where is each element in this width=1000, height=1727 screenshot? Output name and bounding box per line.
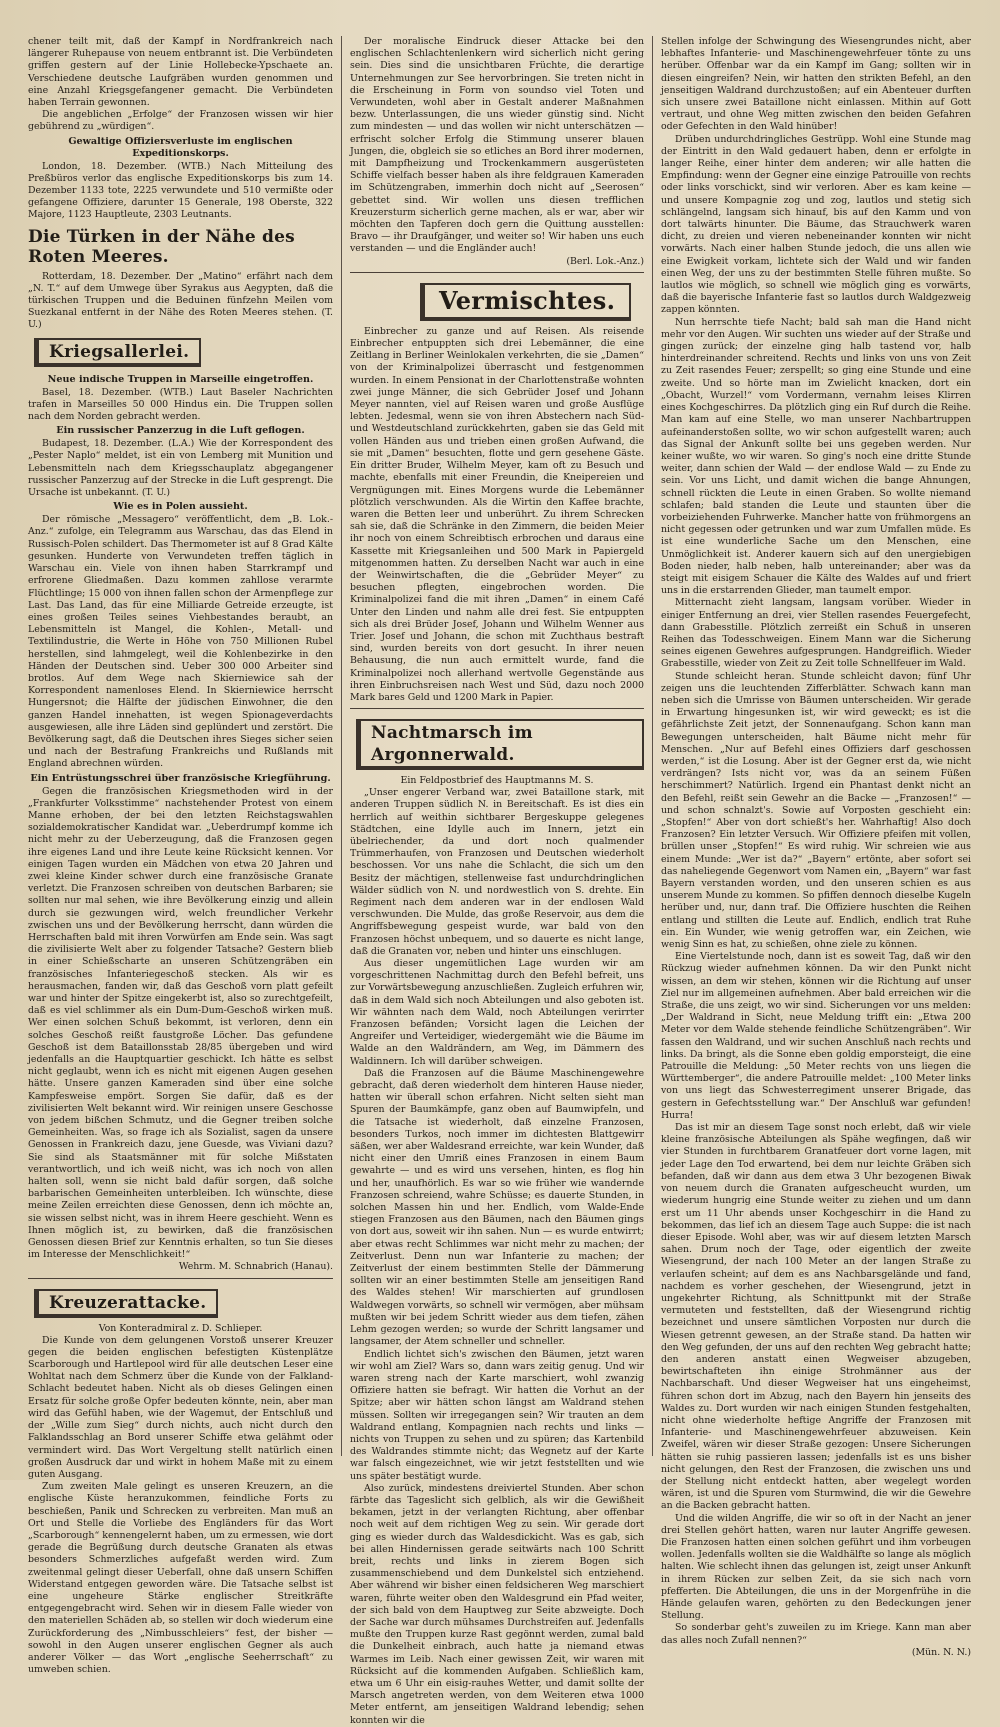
article-nacht-2: Aus dieser ungemütlichen Lage wurden wir am vorgeschrittenen Nachmittag durch den Befehl befreit, uns zur Vorwärtsbewegung anzuschließen. Zugleich erfuhren wir, daß in dem Wald sich noch Abteilungen und also geboten ist. Wir wähnten nach dem Wald, noch Abteilungen verirrter Franzosen befänden; Vorsicht lagen die Leichen der Angreifer und Verteidiger, wiedergemäht wie die Bäume im Walde an den Waldrändern, am Weg, im Dämmern des Waldinnern. Ich will darüber schweigen. <box>350 958 644 1067</box>
subheading-armored-train: Ein russischer Panzerzug in die Luft geflogen. <box>56 425 305 437</box>
article-cont-4: Mitternacht zieht langsam, langsam vorüber. Wieder in einiger Entfernung an drei, vier Stellen rasendes Feuergefecht, dann Grabesstille. Plötzlich zerreißt ein Schuß in unseren Reihen das Todesschweigen. Einem Mann war die Sicherung seines eigenen Gewehres aufgesprungen. Handgreiflich. Wieder Grabesstille, wieder von Zeit zu Zeit tolle Schnellfeuer im Wald. <box>661 597 971 670</box>
protest-signature: Wehrm. M. Schnabrich (Hanau). <box>178 1261 333 1273</box>
article-london: London, 18. Dezember. (WTB.) Nach Mitteilung des Preßbüros verlor das englische Expeditionskorps bis zum 14. Dezember 1133 tote, 2225 verwundete und 510 vermißte oder gefangene Offiziere, darunter 15 Generale, 198 Oberste, 322 Majore, 1123 Hauptleute, 2303 Leutnants. <box>28 160 333 221</box>
divider <box>28 1278 333 1279</box>
nachtmarsch-byline: Ein Feldpostbrief des Hauptmanns M. S. <box>400 775 594 787</box>
article-cont-2: Drüben undurchdringliches Gestrüpp. Wohl eine Stunde mag der Eintritt in den Wald gedauert haben, denn er erfolgte in langer Reihe, einer hinter dem anderen; wir alle hatten die Empfindung: wenn der Gegner eine einzige Patrouille von rechts oder links vorschickt, sind wir verloren. Aber es kam keine — und unsere Kompagnie zog und zog, lautlos und stetig sich schlängelnd, langsam sich hinauf, bis auf den Kamm und von dort talwärts hinunter. Die Bäume, das Strauchwerk waren dicht, zu dreien und vieren nebeneinander konnten wir nicht vorwärts. Nach einer halben Stunde jedoch, die uns allen wie eine Ewigkeit vorkam, lichtete sich der Wald und wir fanden einen Weg, der uns zu der bestimmten Stelle führen mußte. So lautlos wie möglich, so schnell wie möglich ging es vorwärts, daß die bayerische Infanterie fast so lautlos durch Waldgezweig zappen könnten. <box>661 133 971 316</box>
article-budapest: Budapest, 18. Dezember. (L.A.) Wie der Korrespondent des „Pester Naplo“ meldet, ist ein von Lemberg mit Munition und Lebensmitteln nach dem Kriegsschauplatz abgegangener russischer Panzerzug auf der Strecke in die Luft gesprengt. Die Ursache ist unbekannt. (T. U.) <box>28 438 333 499</box>
heading-vermischtes: Vermischtes. <box>420 283 631 321</box>
article-kreuzer-2: Zum zweiten Male gelingt es unseren Kreuzern, an die englische Küste heranzukommen, feindliche Forts zu beschießen, Panik und Schrecken zu verbreiten. Man muß an Ort und Stelle die Vorliebe des Engländers für das Wort „Scarborough“ kennengelernt haben, um zu ermessen, wie dort gerade die Begrüßung durch deutsche Granaten als etwas besonders Schmerzliches aufgefaßt werden wird. Zum zweitenmal gelingt dieser Ueberfall, ohne daß unsern Schiffen Widerstand entgegen geworden wäre. Die Tatsache selbst ist eine ungeheure Stärke englischer Streitkräfte entgegengebracht wird. Sehen wir in diesem Falle wieder von den materiellen Schäden ab, so stellen wir doch wiederum eine Zurückforderung des „Nimbusschleiers“ fest, der bisher — sowohl in den Augen unserer englischen Gegner als auch anderer Völker — das Wort „englische Seeherrschaft“ zu umweben schien. <box>28 1481 333 1676</box>
heading-kreuzerattacke: Kreuzerattacke. <box>34 1289 218 1318</box>
article-nacht-4: Endlich lichtet sich's zwischen den Bäumen, jetzt waren wir wohl am Ziel? Wars so, dann wars zeitig genug. Und wir waren streng nach der Karte marschiert, wohl zwanzig Offiziere hatten sie befragt. Wir hatten die Vorhut an der Spitze; aber wir hätten schon längst am Waldrand stehen müssen. Sollten wir irregegangen sein? Wir trauten an dem Waldrand entlang, Kompagnien nach rechts und links — nichts von Truppen zu sehen und zu spüren; das Kartenbild des Waldrandes stimmte nicht; das Wegnetz auf der Karte war falsch eingezeichnet, wie wir jetzt feststellten und wie uns später bestätigt wurde. <box>350 1348 644 1482</box>
article-rotterdam: Rotterdam, 18. Dezember. Der „Matino“ erfährt nach dem „N. T.“ auf dem Umwege über Syrakus aus Aegypten, daß die türkischen Truppen und die Beduinen fünfzehn Meilen vom Suezkanal entfernt in der Nähe des Roten Meeres stehen. (T. U.) <box>28 270 333 331</box>
article-nacht-5: Also zurück, mindestens dreiviertel Stunden. Aber schon färbte das Tageslicht sich gelblich, als wir die Gewißheit bekamen, jetzt in der verlangten Richtung, aber offenbar noch weit auf dem richtigen Weg zu sein. Wir gerade dort ging es wieder durch das Waldesdickicht. Was es gab, sich bei allen Hindernissen gerade seitwärts nach 100 Schritt breit, rechts und links in zierem Bogen sich zusammenschiebend und dem Dunkelstel sich entziehend. Aber während wir bisher einen feldsicheren Weg marschiert waren, führte weiter oben den Waldesgrund ein Pfad weiter, der sich bald von dem Hauptweg zur Seite abzweigte. Doch der Sache war durch mühsames Durchstreifen auf. Jedenfalls mußte den Truppen kurze Rast gegönnt werden, zumal bald die Dunkelheit einbrach, auch hatte ja niemand etwas Warmes im Leib. Nach einer gewissen Zeit, wir waren mit Rücksicht auf die kommenden Aufgaben. Schließlich kam, etwa um 6 Uhr ein eisig-rauhes Wetter, und damit sollte der Marsch angetreten werden, von dem Weiteren etwa 1000 Meter entfernt, am jenseitigen Waldrand lebendig; sehen konnten wir die <box>350 1482 644 1726</box>
subheading-poland: Wie es in Polen aussieht. <box>113 501 248 513</box>
article-cont-3: Nun herrschte tiefe Nacht; bald sah man die Hand nicht mehr vor den Augen. Wir suchten uns wieder auf der Straße und gingen zurück; der einzelne ging halb tastend vor, halb hinterdreinander schreitend. Rechts und links von uns von Zeit zu Zeit rasendes Feuer; zerspellt; so ging eine Stunde und eine zweite. Und so hörte man im Zwielicht knacken, dort ein „Obacht, Wurzel!“ vom Vordermann, vernahm leises Klirren eines Kochgeschirres. Da plötzlich ging ein Ruf durch die Reihe. Man kam auf eine Stelle, wo man unserer Nachbartruppen aufeinanderstoßen sollte, wo wir schon aufgestellt waren; auch das Signal der Ankunft sollte bei uns gegeben werden. Nur keiner wußte, wo wir waren. So ging's noch eine dritte Stunde weiter, dann schien der Wald — der endlose Wald — zu Ende zu sein. Vor uns Licht, und damit wichen die bange Ahnungen, schnell rückten die Leute in einen Graben. So wollte niemand schlafen; bald standen die Leute und staunten über die vorbeiziehenden Fuhrwerke. Mancher hatte von frühmorgens an nicht gegessen oder getrunken und war zum Umfallen müde. Es ist eine wunderliche Sache um den Menschen, eine Unmöglichkeit ist. Anderer kauern sich auf den unergiebigen Boden nieder, halb neben, halb untereinander; aber was da steigt mit eisigem Schauer die Kälte des Waldes auf und friert uns in die erstarrenden Glieder, man taumelt empor. <box>661 316 971 597</box>
article-lead: chener teilt mit, daß der Kampf in Nordfrankreich nach längerer Ruhepause von neuem entbrannt ist. Die Verbündeten griffen gestern auf der Linie Hollebecke-Ypschaete an. Verschiedene deutsche Laufgräben wurden genommen und eine Anzahl Kriegsgefangener gemacht. Die Verbündeten haben Terrain gewonnen. <box>28 36 333 109</box>
article-cont-5: Stunde schleicht heran. Stunde schleicht davon; fünf Uhr zeigen uns die leuchtenden Zifferblätter. Schwach kann man neben sich die Umrisse von Bäumen unterscheiden. Wir gerade in Erwartung hingesunken ist, wir wird geweckt; es ist die gefährlichste Zeit jetzt, der Sonnenaufgang. Schon kann man Bewegungen unterscheiden, halt Bäume nicht mehr für Menschen. „Nur auf Befehl eines Offiziers darf geschossen werden,“ ist die Losung. Aber ist der Gegner erst da, wie nicht verdrängen? Ists nicht vor, was da an seinem Füßen herschimmert? Natürlich. Irgend ein Phantast denkt nicht an den Befehl, reißt sein Gewehr an die Backe — „Franzosen!“ — und schon schnalzt's. Sowie auf Vorposten geschieht ein: „Stopfen!“ Aber von dort schießt's her. Wahrhaftig! Also doch Franzosen? Ein letzter Versuch. Wir Offiziere pfeifen mit vollen, brüllen unser „Stopfen!“ Es wird ruhig. Wir schreien wie aus einem Munde: „Wer ist da?“ „Bayern“ ertönte, aber sofort sei das naheliegende Gegenwort vom Namen ein, „Bayern“ war fast Bayern verstanden worden, und den unseren schien es aus unserem Munde zu kommen. So pfiffen dennoch dieselbe Kugeln herüber und, nur, dann traf. Die Offiziere huschten die Reihen entlang und stillten die Leute auf. Endlich, endlich trat Ruhe ein. Ein Wunder, wie wenig getroffen war, ein Zeichen, wie wenig Sinn es hat, zu schießen, ohne ziele zu können. <box>661 670 971 951</box>
subheading-officer-losses: Gewaltige Offiziersverluste im englischen Expeditionskorps. <box>68 135 293 159</box>
article-cont-9: So sonderbar geht's zuweilen zu im Kriege. Kann man aber das alles noch Zufall nennen?“ <box>661 1622 971 1646</box>
article-cont-8: Und die wilden Angriffe, die wir so oft in der Nacht an jener drei Stellen gehört hatten, waren nur lauter Angriffe gewesen. Die Franzosen hatten einen solchen geführt und ihm vorbeugen wollen. Jedenfalls wollten sie die Waldhälfte so lange als möglich halten. Wie schlecht ihnen das gelungen ist, zeigt unser Ankunft in ihrem Rücken zur selben Zeit, da sie sich nach vorn pfefferten. Die Abteilungen, die uns in der Morgenfrühe in die Hände gelaufen waren, gehörten zu den Bedeckungen jener Stellung. <box>661 1512 971 1622</box>
article-source: (Mün. N. N.) <box>911 1646 971 1658</box>
article-basel: Basel, 18. Dezember. (WTB.) Laut Baseler Nachrichten trafen in Marseilles 50 000 Hindus ein. Die Truppen sollen nach dem Norden gebracht werden. <box>28 386 333 423</box>
moral-source: (Berl. Lok.-Anz.) <box>566 255 644 267</box>
article-cont-1: Stellen infolge der Schwingung des Wiesengrundes nicht, aber lebhaftes Infanterie- und Maschinengewehrfeuer tönte zu uns herüber. Offenbar war da ein Kampf im Gang; sollten wir in diesen eingreifen? Nein, wir hatten den strikten Befehl, an den jenseitigen Waldrand durchzustoßen; auf ein Abenteuer durften sich unsere zwei Bataillone nicht einlassen. Mithin auf Gott vertraut, und ohne Weg mitten zwischen den beiden Gefahren oder Gefechten in den Wald hinüber! <box>661 36 971 133</box>
column-1 <box>28 36 341 1676</box>
subheading-indian-troops: Neue indische Truppen in Marseille eingetroffen. <box>47 373 314 385</box>
article-kreuzer-1: Die Kunde von dem gelungenen Vorstoß unserer Kreuzer gegen die beiden englischen befestigten Küstenplätze Scarborough und Hartlepool wird für alle deutschen Leser eine Wohltat nach dem Schmerz über die Kunde von der Falkland-Schlacht bedeutet haben. Nicht als ob dieses Gelingen einen Ersatz für solche große Opfer bedeuten könnte, nein, aber man wird das Gefühl haben, wie der Wagemut, der Entschluß und der „Wille zum Sieg“ durch nichts, auch nicht durch den Falklandsschlag an Bord unserer Schiffe etwa gelähmt oder vermindert wird. Das Wort Vergeltung stellt natürlich einen großen Ausdruck dar und wirkt in hohem Maße mit zu einem guten Ausgang. <box>28 1334 333 1480</box>
column-2 <box>341 36 652 1726</box>
divider <box>350 272 644 273</box>
subheading-outcry: Ein Entrüstungsschrei über französische Kriegführung. <box>30 772 331 784</box>
heading-turks: Die Türken in der Nähe des Roten Meeres. <box>28 226 295 267</box>
article-lead-comment: Die angeblichen „Erfolge“ der Franzosen wissen wir hier gebührend zu „würdigen“. <box>28 109 333 133</box>
divider <box>350 708 644 709</box>
article-nacht-3: Daß die Franzosen auf die Bäume Maschinengewehre gebracht, daß deren wiederholt dem hinteren Hause nieder, hatten wir überall schon erfahren. Nicht selten sieht man Spuren der Baumkämpfe, ganz oben auf Baumwipfeln, und die Tatsache ist wiederholt, daß einzelne Franzosen, besonders Turkos, noch immer im dichtesten Blattgewirr säßen, wer aber Waldesrand erreichte, war kein Wunder, daß nicht einer den Umriß eines Franzosen in einem Baum gewahrte — und es wird uns versehen, hinten, es flog hin und her, unaufhörlich. Es war so wie früher wie wandernde Franzosen schreiend, wahre Schüsse; es dauerte Stunden, in solchen Massen hin und her. Endlich, vom Walde-Ende stiegen Franzosen aus den Bäumen, nach den Bäumen gings von dort aus, soweit wir ihn sahen. Nun — es wurde entwirrt; aber etwas recht Schlimmes war nicht mehr zu machen; der Zeitverlust. Denn nun war Infanterie zu machen; der Zeitverlust der einem bestimmten Stelle der Dämmerung sollten wir an einer bestimmten Stelle am jenseitigen Rand des Waldes stehen! Wir marschierten auf grundlosen Waldwegen vorwärts, so schnell wir vermögen, aber mühsam mußten wir bei jedem Schritt wieder aus dem tiefen, zähen Lehm gezogen werden; so wurde der Schritt langsamer und langsamer, der Atem schneller und schneller. <box>350 1067 644 1348</box>
article-moral: Der moralische Eindruck dieser Attacke bei den englischen Schlachtenlenkern wird sicherlich nicht gering sein. Dies sind die unsichtbaren Früchte, die derartige Unternehmungen zur See hervorbringen. Sie treten nicht in die Erscheinung in Form von soundso viel Toten und Verwundeten, wohl aber in Gestalt anderer Maßnahmen bezw. Unterlassungen, die uns wieder günstig sind. Nicht zum mindesten — und das wollen wir nicht unterschätzen — erfrischt solcher Erfolg die Stimmung unserer blauen Jungen, die, obgleich sie so etliches an Bord ihrer modernen, mit Dampfheizung und Trockenkammern ausgerüsteten Schiffe vielfach besser haben als ihre feldgrauen Kameraden im Schützengraben, immerhin doch nicht auf „Seerosen“ gebettet sind. Wir wollen uns diesen trefflichen Kreuzersturm sicherlich gerne machen, als er war, aber wir möchten den Tapferen doch gern die Quittung ausstellen: Bravo — ihr Draufgänger, und weiter so! Wir haben uns euch verstanden — und die Engländer auch! <box>350 36 644 255</box>
heading-kriegsallerlei: Kriegsallerlei. <box>34 338 201 367</box>
article-poland: Der römische „Messagero“ veröffentlicht, dem „B. Lok.-Anz.“ zufolge, ein Telegramm aus Warschau, das das Elend in Russisch-Polen schildert. Das Thermometer ist auf 8 Grad Kälte gesunken. Hunderte von Verwundeten treffen täglich in Warschau ein. Viele von ihnen haben Starrkrampf und erfrorene Gliedmaßen. Dazu kommen zahllose verarmte Flüchtlinge; 15 000 von ihnen fallen schon der Armenpflege zur Last. Das Land, das für eine Milliarde Getreide erzeugte, ist eines großen Teiles seines Viehbestandes beraubt, an Lebensmitteln ist Mangel, die Kohlen-, Metall- und Textilindustrie, die Werte in Höhe von 750 Millionen Rubel herstellen, sind lahmgelegt, weil die Kohlenbezirke in den Händen der Deutschen sind. Ueber 300 000 Arbeiter sind brotlos. Auf dem Wege nach Skierniewice sah der Korrespondent namenloses Elend. In Skierniewice herrscht Hungersnot; die Hälfte der jüdischen Einwohner, die den ganzen Handel innehatten, ist wegen Spionageverdachts ausgewiesen, alle ihre Läden sind geplündert und zerstört. Die Bevölkerung sagt, daß die Deutschen ihres Sieges sicher seien und nach der Bestrafung Frankreichs und Rußlands mit England abrechnen würden. <box>28 514 333 770</box>
article-nacht-1: „Unser engerer Verband war, zwei Bataillone stark, mit anderen Truppen südlich N. in Bereitschaft. Es ist dies ein herrlich auf weithin sichtbarer Bergeskuppe gelegenes Städtchen, eine Idylle auch im Innern, jetzt ein übelriechender, da und dort noch qualmender Trümmerhaufen, von Franzosen und Deutschen wiederholt beschossen. Vor uns nahe die Schlacht, die sich um den Besitz der mächtigen, stellenweise fast undurchdringlichen Wälder südlich von N. und nordwestlich von S. drehte. Ein Regiment nach dem anderen war in der endlosen Wald verschwunden. Die Mulde, das große Reservoir, aus dem die Angriffsbewegung gespeist wurde, war bald von den Franzosen höchst unbequem, und so dauerte es nicht lange, daß die Granaten vor, neben und hinter uns einschlugen. <box>350 787 644 957</box>
article-cont-7: Das ist mir an diesem Tage sonst noch erlebt, daß wir viele kleine französische Abteilungen als Spähe wegfingen, daß wir vier Stunden in furchtbarem Granatfeuer dort vorne lagen, mit jeder Lage den Tod erwartend, bei dem nur leichte Gräben sich befanden, daß wir dann aus dem etwa 3 Uhr bezogenen Biwak von neuem durch die Granaten aufgescheucht wurden, um wiederum hungrig eine Stunde weiter zu ziehen und um dann erst um 11 Uhr abends unser Kochgeschirr in die Hand zu bekommen, das lief ich an diesem Tage auch Suppe: die ist nach dieser Episode. Wohl aber, was wir auf diesem letzten Marsch sahen. Drum noch der Tage, oder eigentlich der zweite Wiesengrund, der nach 100 Meter an der langen Straße zu verlaufen scheint; auf dem es ans Nachbarsgelände und fand, nachdem es vorher geschehen, der Wiesengrund, jetzt in ungekehrter Richtung, als Schnittpunkt mit der Straße vermuteten und feststellten, daß der Wiesengrund richtig bezeichnet und unsere sämtlichen Vorposten nur durch die Wiesen getrennt gewesen, an der Straße stand. Da hatten wir den Weg gefunden, der uns auf den rechten Weg gebracht hatte; den anderen anstatt einen Wegweiser abzugeben, bewirtschafteten ihn einige Strohmänner aus der Nachbarschaft. Und dieser Wegweiser hat uns eingeheimst, führen schon dort im Abzug, nach den Bayern hin jenseits des Waldes zu. Dort wurden wir nach einigen Stunden festgehalten, nicht ohne wiederholte heftige Angriffe der Franzosen mit Infanterie- und Maschinengewehrfeuer abzuweisen. Kein Zweifel, wären wir dieser Straße gezogen: Unsere Sicherungen hätten sie ruhig passieren lassen; jedenfalls ist es uns bisher nicht gelungen, den Rest der Franzosen, die zwischen uns und der Stellung nicht entdeckt hatten, aber wegelegt worden wären, ist und die Spuren vom Sturmwind, die wir die Gewehre an die Backen gebracht hatten. <box>661 1122 971 1512</box>
kreuzer-byline: Von Konteradmiral z. D. Schlieper. <box>98 1322 263 1334</box>
heading-nachtmarsch: Nachtmarsch im Argonnerwald. <box>356 719 644 770</box>
columns <box>28 36 980 1726</box>
article-protest: Gegen die französischen Kriegsmethoden wird in der „Frankfurter Volksstimme“ nachstehender Protest von einem Manne erhoben, der bei den letzten Reichstagswahlen sozialdemokratischer Kandidat war. „Ueberdrumpf komme ich nicht mehr zu der Ueberzeugung, daß die Franzosen gegen ihre eigenes Land und ihre Leute keine Rücksicht kennen. Vor einigen Tagen wurden ein Mädchen von etwa 20 Jahren und zwei kleine Kinder schwer durch eine französische Granate verletzt. Die Franzosen schreiben von deutschen Barbaren; sie sollten nur mal sehen, wie ihre Bevölkerung einzig und allein durch sie gezwungen wird, welch freundlicher Verkehr zwischen uns und der Bevölkerung herrscht, dann würden die Herrschaften bald mit ihren Vorwürfen am Ende sein. Was sagt die zivilisierte Welt aber zu folgender Tatsache? Gestern blieb in einer Schießscharte an unseren Schützengräben ein französisches Infanteriegeschoß stecken. Als wir es herausmachen, fanden wir, daß das Geschoß vorn platt gefeilt war und hinter der Spitze eingekerbt ist, also so zurechtgefeilt, daß es viel schlimmer als ein Dum-Dum-Geschoß wirken muß. Wer einen solchen Schuß bekommt, ist verloren, denn ein solches Geschoß reißt faustgroße Löcher. Das gefundene Geschoß ist dem Bataillonsstab 28/85 übergeben und wird jedenfalls an die Hauptquartier geschickt. Ich hätte es selbst nicht geglaubt, wenn ich es nicht mit eigenen Augen gesehen hätte. Unsere ganzen Kameraden sind über eine solche Kampfesweise empört. Sorgen Sie dafür, daß es der zivilisierten Welt bekannt wird. Wir reinigen unsere Geschosse von jedem bißchen Schmutz, und die Gegner treiben solche Gemeinheiten. Was, so frage ich als Sozialist, sagen da unsere Genossen in Frankreich dazu, jene Guesde, was Viviani dazu? Sie sind als Staatsmänner mit für solche Mißstaten verantwortlich, und ich weiß nicht, was ich noch von allen halten soll, wenn sie nicht bald dafür sorgen, daß solche barbarischen Gemeinheiten unterbleiben. Ich wünschte, diese meine Zeilen erreichten diese Genossen, denn ich möchte an, sie wissen selbst nicht, was in ihrem Heere geschieht. Wenn es Ihnen möglich ist, zu bewirken, daß die französischen Genossen diesen Brief zur Kenntnis erhalten, so tun Sie dieses im Interesse der Menschlichkeit!“ <box>28 785 333 1261</box>
article-einbrecher: Einbrecher zu ganze und auf Reisen. Als reisende Einbrecher entpuppten sich drei Lebemänner, die eine Zeitlang in Berliner Weinlokalen verkehrten, die sie „Damen“ von der Kriminalpolizei überrascht und festgenommen wurden. In einem Pensionat in der Charlottenstraße wohnten zwei junge Männer, die sich Gebrüder Josef und Johann Meyer nannten, viel auf Reisen waren und große Ausflüge lebten. Jedesmal, wenn sie von ihren Abstechern nach Süd- und Westdeutschland zurückkehrten, gaben sie das Geld mit vollen Händen aus und trieben einen großen Aufwand, die sie mit „Damen“ besuchten, flotte und gern gesehene Gäste. Ein dritter Bruder, Wilhelm Meyer, kam oft zu Besuch und machte, ebenfalls mit einer Freundin, die Kneipereien und Vergnügungen mit. Eines Morgens wurde die Lebemänner plötzlich verschwunden. Als die Wirtin den Kaffee brachte, waren die Betten leer und unberührt. Zu ihrem Schrecken sah sie, daß die Schränke in den Zimmern, die beiden Meier ihr noch von einem Schreibtisch erbrochen und daraus eine Kassette mit Kriegsanleihen und 500 Mark in Papiergeld mitgenommen hatten. Zu derselben Nacht war auch in eine der Weinwirtschaften, die die „Gebrüder Meyer“ zu besuchen pflegten, eingebrochen worden. Die Kriminalpolizei fand die mit ihren „Damen“ in einem Café Unter den Linden und nahm alle drei fest. Sie entpuppten sich als drei Brüder Josef, Johann und Wilhelm Wenner aus Trier. Josef und Johann, die schon mit Zuchthaus bestraft sind, wurden bereits von dort gesucht. In ihrer neuen Behausung, die nun auch ermittelt wurde, fand die Kriminalpolizei noch allerhand wertvolle Gegenstände aus ihren Einbruchsreisen nach West und Süd, dazu noch 2000 Mark bares Geld und 1200 Mark in Papier. <box>350 325 644 703</box>
column-3 <box>652 36 971 1658</box>
article-cont-6: Eine Viertelstunde noch, dann ist es soweit Tag, daß wir den Rückzug wieder aufnehmen können. Da wir den Punkt nicht wissen, an dem wir stehen, können wir die Richtung auf unser Ziel nur im allgemeinen aufnehmen. Aber bald erreichen wir die Straße, die uns zeigt, wo wir sind. Sicherungen vor uns melden: „Der Waldrand in Sicht, neue Meldung trifft ein: „Etwa 200 Meter vor dem Walde stehende feindliche Schützengräben“. Wir fassen den Waldrand, und wir suchen Anschluß nach rechts und links. Da bringt, als die Sonne eben goldig emporsteigt, die eine Patrouille die Meldung: „50 Meter rechts von uns liegen die Württemberger“, die andere Patrouille meldet: „100 Meter links von uns liegt das Schwesterregiment unserer Brigade, das gestern in Gefechtsstellung war.“ Der Anschluß war gefunden! Hurra! <box>661 951 971 1121</box>
